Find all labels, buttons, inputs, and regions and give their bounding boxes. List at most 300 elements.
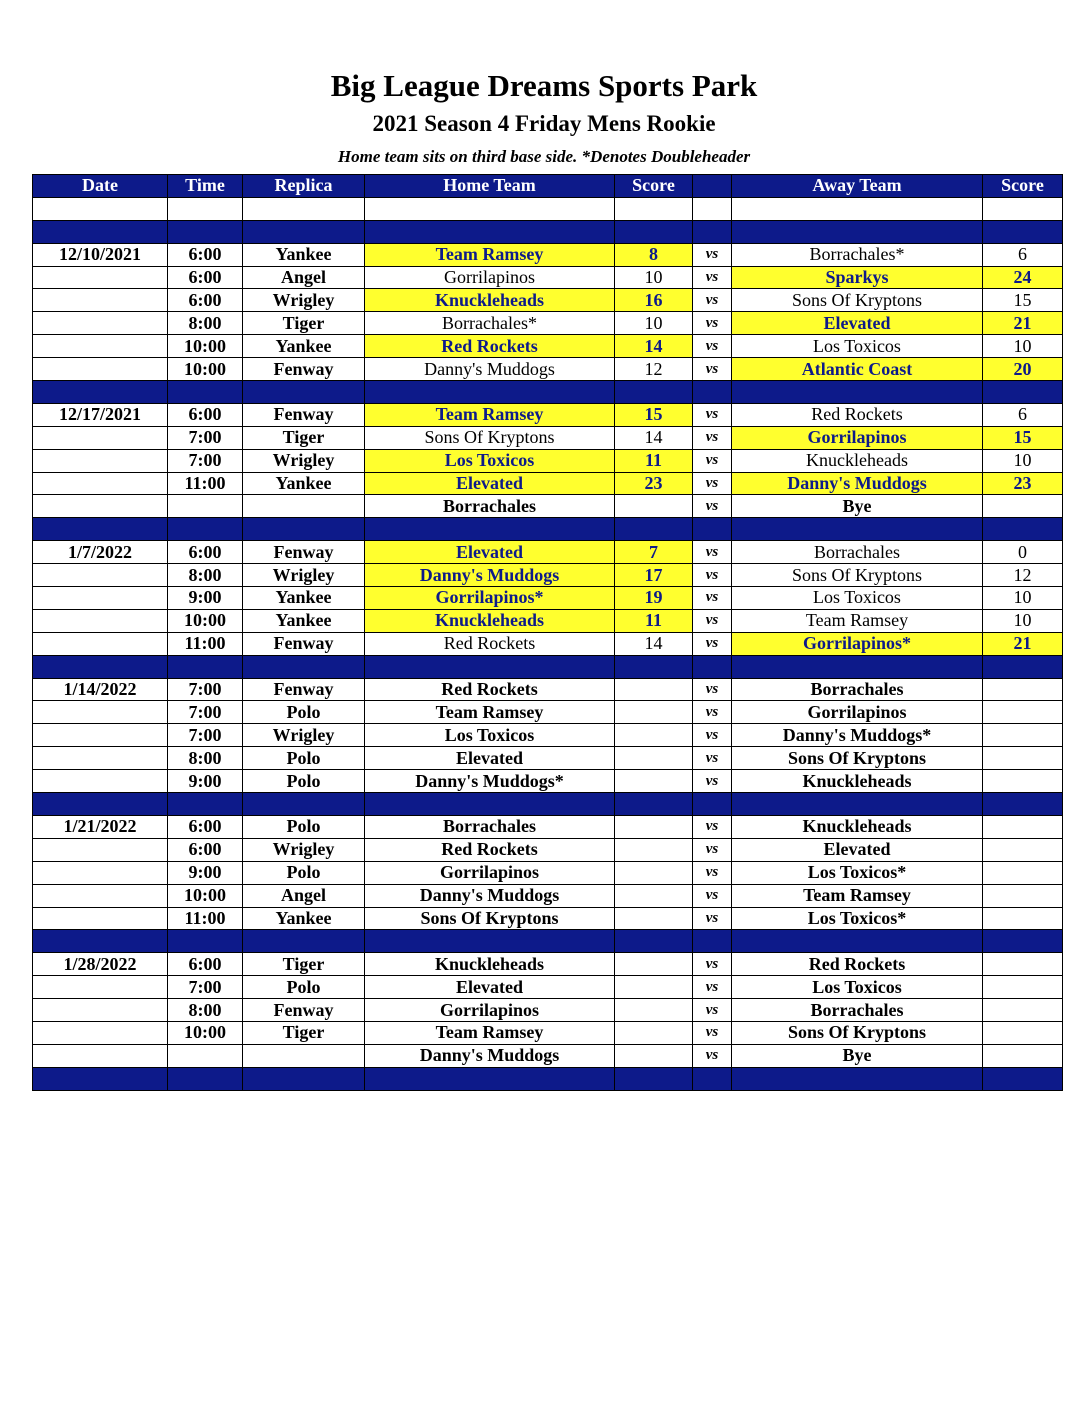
vs-cell: vs [693, 884, 732, 907]
date-cell [33, 312, 168, 335]
away-team-cell: Bye [732, 495, 983, 518]
empty-cell [243, 655, 365, 678]
date-cell [33, 976, 168, 999]
empty-cell [983, 655, 1063, 678]
empty-cell [243, 220, 365, 243]
empty-cell [365, 1067, 615, 1090]
home-team-cell: Danny's Muddogs [365, 358, 615, 381]
away-team-cell: Los Toxicos* [732, 907, 983, 930]
home-team-cell: Los Toxicos [365, 449, 615, 472]
home-team-cell: Team Ramsey [365, 1021, 615, 1044]
home-score-cell [615, 861, 693, 884]
home-score-cell: 14 [615, 426, 693, 449]
date-cell [33, 632, 168, 655]
replica-cell: Fenway [243, 678, 365, 701]
date-cell [33, 1021, 168, 1044]
empty-cell [732, 197, 983, 220]
away-team-cell: Bye [732, 1044, 983, 1067]
vs-cell: vs [693, 632, 732, 655]
time-cell: 11:00 [168, 632, 243, 655]
page-title: Big League Dreams Sports Park [330, 68, 758, 103]
empty-cell [33, 793, 168, 816]
home-score-cell [615, 1044, 693, 1067]
date-cell: 12/17/2021 [33, 403, 168, 426]
away-team-cell: Borrachales [732, 678, 983, 701]
home-score-cell [615, 701, 693, 724]
empty-cell [983, 197, 1063, 220]
away-score-cell: 12 [983, 564, 1063, 587]
empty-cell [33, 197, 168, 220]
home-team-cell: Danny's Muddogs [365, 1044, 615, 1067]
home-team-cell: Elevated [365, 472, 615, 495]
time-cell: 8:00 [168, 312, 243, 335]
empty-cell [243, 1067, 365, 1090]
home-team-cell: Gorrilapinos [365, 861, 615, 884]
home-team-cell: Elevated [365, 747, 615, 770]
time-cell [168, 495, 243, 518]
home-team-cell: Red Rockets [365, 838, 615, 861]
home-score-cell: 11 [615, 609, 693, 632]
away-score-cell: 20 [983, 358, 1063, 381]
game-row [33, 335, 1063, 358]
empty-cell [615, 655, 693, 678]
replica-cell: Yankee [243, 587, 365, 610]
date-cell [33, 335, 168, 358]
away-score-cell [983, 884, 1063, 907]
game-row [33, 678, 1063, 701]
vs-cell: vs [693, 907, 732, 930]
vs-cell: vs [693, 243, 732, 266]
away-score-cell [983, 747, 1063, 770]
home-team-cell: Red Rockets [365, 335, 615, 358]
replica-cell: Angel [243, 884, 365, 907]
week-separator-row [33, 655, 1063, 678]
away-team-cell: Los Toxicos [732, 587, 983, 610]
empty-cell [168, 1067, 243, 1090]
vs-cell: vs [693, 335, 732, 358]
empty-cell [243, 793, 365, 816]
home-team-cell: Danny's Muddogs [365, 884, 615, 907]
vs-cell: vs [693, 976, 732, 999]
away-score-cell [983, 815, 1063, 838]
home-score-cell: 23 [615, 472, 693, 495]
col-away-team: Away Team [732, 175, 983, 198]
home-score-cell [615, 815, 693, 838]
date-cell [33, 426, 168, 449]
date-cell [33, 884, 168, 907]
empty-cell [732, 381, 983, 404]
away-score-cell [983, 678, 1063, 701]
time-cell: 7:00 [168, 701, 243, 724]
away-team-cell: Team Ramsey [732, 884, 983, 907]
vs-cell: vs [693, 999, 732, 1022]
week-separator-row [33, 518, 1063, 541]
game-row [33, 312, 1063, 335]
replica-cell: Yankee [243, 609, 365, 632]
empty-cell [693, 655, 732, 678]
game-row [33, 472, 1063, 495]
home-score-cell: 7 [615, 541, 693, 564]
time-cell: 6:00 [168, 403, 243, 426]
time-cell: 8:00 [168, 747, 243, 770]
home-score-cell: 11 [615, 449, 693, 472]
game-row [33, 747, 1063, 770]
home-team-cell: Borrachales [365, 495, 615, 518]
away-team-cell: Gorrilapinos [732, 701, 983, 724]
game-row [33, 701, 1063, 724]
time-cell: 6:00 [168, 953, 243, 976]
away-score-cell [983, 861, 1063, 884]
home-team-cell: Elevated [365, 976, 615, 999]
empty-cell [983, 518, 1063, 541]
away-team-cell: Knuckleheads [732, 770, 983, 793]
home-team-cell: Los Toxicos [365, 724, 615, 747]
home-score-cell [615, 999, 693, 1022]
date-cell [33, 999, 168, 1022]
col-home-score: Score [615, 175, 693, 198]
home-score-cell: 14 [615, 335, 693, 358]
time-cell: 7:00 [168, 426, 243, 449]
replica-cell: Polo [243, 976, 365, 999]
home-score-cell [615, 724, 693, 747]
empty-cell [615, 381, 693, 404]
home-score-cell: 10 [615, 312, 693, 335]
empty-cell [168, 197, 243, 220]
home-score-cell: 16 [615, 289, 693, 312]
game-row [33, 403, 1063, 426]
date-cell [33, 587, 168, 610]
date-cell [33, 495, 168, 518]
home-score-cell [615, 884, 693, 907]
empty-cell [365, 518, 615, 541]
away-team-cell: Gorrilapinos [732, 426, 983, 449]
replica-cell: Yankee [243, 243, 365, 266]
game-row [33, 724, 1063, 747]
replica-cell: Yankee [243, 907, 365, 930]
blank-row [33, 197, 1063, 220]
empty-cell [168, 655, 243, 678]
vs-cell: vs [693, 609, 732, 632]
empty-cell [33, 655, 168, 678]
empty-cell [615, 793, 693, 816]
replica-cell: Wrigley [243, 289, 365, 312]
replica-cell: Tiger [243, 1021, 365, 1044]
empty-cell [615, 518, 693, 541]
replica-cell: Wrigley [243, 564, 365, 587]
away-score-cell: 10 [983, 587, 1063, 610]
replica-cell: Fenway [243, 541, 365, 564]
empty-cell [33, 1067, 168, 1090]
away-score-cell [983, 495, 1063, 518]
empty-cell [693, 220, 732, 243]
away-score-cell [983, 976, 1063, 999]
empty-cell [615, 197, 693, 220]
vs-cell: vs [693, 815, 732, 838]
home-team-cell: Borrachales [365, 815, 615, 838]
away-score-cell: 10 [983, 609, 1063, 632]
empty-cell [732, 793, 983, 816]
away-team-cell: Los Toxicos [732, 335, 983, 358]
empty-cell [365, 220, 615, 243]
time-cell: 8:00 [168, 564, 243, 587]
home-team-cell: Sons Of Kryptons [365, 426, 615, 449]
away-team-cell: Danny's Muddogs* [732, 724, 983, 747]
vs-cell: vs [693, 838, 732, 861]
away-team-cell: Sons Of Kryptons [732, 564, 983, 587]
week-separator-row [33, 930, 1063, 953]
empty-cell [693, 197, 732, 220]
replica-cell: Polo [243, 701, 365, 724]
replica-cell: Wrigley [243, 449, 365, 472]
time-cell: 9:00 [168, 861, 243, 884]
empty-cell [693, 381, 732, 404]
replica-cell: Yankee [243, 472, 365, 495]
time-cell: 6:00 [168, 289, 243, 312]
empty-cell [615, 1067, 693, 1090]
home-score-cell: 17 [615, 564, 693, 587]
empty-cell [365, 930, 615, 953]
home-score-cell [615, 976, 693, 999]
away-score-cell: 21 [983, 312, 1063, 335]
time-cell: 6:00 [168, 838, 243, 861]
replica-cell: Wrigley [243, 838, 365, 861]
time-cell: 11:00 [168, 472, 243, 495]
home-score-cell [615, 495, 693, 518]
away-score-cell: 6 [983, 243, 1063, 266]
empty-cell [732, 930, 983, 953]
replica-cell: Wrigley [243, 724, 365, 747]
away-score-cell [983, 999, 1063, 1022]
vs-cell: vs [693, 953, 732, 976]
away-team-cell: Red Rockets [732, 403, 983, 426]
vs-cell: vs [693, 747, 732, 770]
away-score-cell: 24 [983, 266, 1063, 289]
time-cell: 9:00 [168, 770, 243, 793]
time-cell [168, 1044, 243, 1067]
game-row [33, 1044, 1063, 1067]
time-cell: 9:00 [168, 587, 243, 610]
home-team-cell: Danny's Muddogs* [365, 770, 615, 793]
date-cell [33, 907, 168, 930]
date-cell [33, 861, 168, 884]
home-team-cell: Red Rockets [365, 678, 615, 701]
date-cell: 1/21/2022 [33, 815, 168, 838]
time-cell: 7:00 [168, 976, 243, 999]
time-cell: 10:00 [168, 358, 243, 381]
home-score-cell [615, 770, 693, 793]
empty-cell [732, 518, 983, 541]
empty-cell [168, 793, 243, 816]
away-team-cell: Elevated [732, 838, 983, 861]
date-cell [33, 747, 168, 770]
date-cell: 1/14/2022 [33, 678, 168, 701]
empty-cell [693, 1067, 732, 1090]
away-score-cell [983, 1021, 1063, 1044]
away-score-cell: 15 [983, 426, 1063, 449]
home-team-cell: Sons Of Kryptons [365, 907, 615, 930]
away-team-cell: Sons Of Kryptons [732, 747, 983, 770]
away-team-cell: Los Toxicos* [732, 861, 983, 884]
empty-cell [33, 381, 168, 404]
away-team-cell: Borrachales* [732, 243, 983, 266]
vs-cell: vs [693, 289, 732, 312]
date-cell [33, 266, 168, 289]
home-team-cell: Team Ramsey [365, 403, 615, 426]
away-team-cell: Borrachales [732, 999, 983, 1022]
vs-cell: vs [693, 701, 732, 724]
time-cell: 8:00 [168, 999, 243, 1022]
home-score-cell: 8 [615, 243, 693, 266]
empty-cell [168, 518, 243, 541]
empty-cell [365, 655, 615, 678]
home-score-cell [615, 678, 693, 701]
home-team-cell: Knuckleheads [365, 953, 615, 976]
empty-cell [33, 220, 168, 243]
empty-cell [365, 197, 615, 220]
home-team-cell: Team Ramsey [365, 701, 615, 724]
time-cell: 7:00 [168, 449, 243, 472]
home-score-cell: 12 [615, 358, 693, 381]
away-score-cell [983, 838, 1063, 861]
time-cell: 6:00 [168, 243, 243, 266]
game-row [33, 495, 1063, 518]
game-row [33, 838, 1063, 861]
game-row [33, 884, 1063, 907]
time-cell: 10:00 [168, 609, 243, 632]
week-separator-row [33, 381, 1063, 404]
empty-cell [732, 1067, 983, 1090]
replica-cell: Polo [243, 747, 365, 770]
time-cell: 6:00 [168, 815, 243, 838]
empty-cell [693, 518, 732, 541]
away-score-cell [983, 770, 1063, 793]
date-cell [33, 701, 168, 724]
away-team-cell: Los Toxicos [732, 976, 983, 999]
away-team-cell: Atlantic Coast [732, 358, 983, 381]
date-cell [33, 449, 168, 472]
replica-cell: Yankee [243, 335, 365, 358]
empty-cell [983, 930, 1063, 953]
empty-cell [168, 930, 243, 953]
col-time: Time [168, 175, 243, 198]
away-team-cell: Sparkys [732, 266, 983, 289]
empty-cell [365, 381, 615, 404]
home-score-cell [615, 907, 693, 930]
vs-cell: vs [693, 861, 732, 884]
away-team-cell: Gorrilapinos* [732, 632, 983, 655]
replica-cell: Fenway [243, 403, 365, 426]
away-team-cell: Sons Of Kryptons [732, 289, 983, 312]
schedule-body [33, 197, 1063, 1090]
replica-cell: Tiger [243, 312, 365, 335]
away-team-cell: Knuckleheads [732, 449, 983, 472]
empty-cell [168, 220, 243, 243]
vs-cell: vs [693, 770, 732, 793]
vs-cell: vs [693, 403, 732, 426]
empty-cell [732, 655, 983, 678]
vs-cell: vs [693, 1021, 732, 1044]
home-score-cell: 10 [615, 266, 693, 289]
away-score-cell: 15 [983, 289, 1063, 312]
date-cell: 1/28/2022 [33, 953, 168, 976]
date-cell [33, 472, 168, 495]
game-row [33, 1021, 1063, 1044]
time-cell: 7:00 [168, 678, 243, 701]
empty-cell [243, 518, 365, 541]
away-team-cell: Team Ramsey [732, 609, 983, 632]
away-team-cell: Sons Of Kryptons [732, 1021, 983, 1044]
replica-cell: Angel [243, 266, 365, 289]
game-row [33, 815, 1063, 838]
away-score-cell: 21 [983, 632, 1063, 655]
away-score-cell: 6 [983, 403, 1063, 426]
home-team-cell: Team Ramsey [365, 243, 615, 266]
date-cell [33, 564, 168, 587]
schedule-table [32, 174, 1063, 1091]
empty-cell [693, 793, 732, 816]
vs-cell: vs [693, 724, 732, 747]
game-row [33, 358, 1063, 381]
vs-cell: vs [693, 358, 732, 381]
replica-cell: Polo [243, 815, 365, 838]
vs-cell: vs [693, 587, 732, 610]
away-team-cell: Borrachales [732, 541, 983, 564]
time-cell: 6:00 [168, 541, 243, 564]
vs-cell: vs [693, 472, 732, 495]
game-row [33, 907, 1063, 930]
home-score-cell: 19 [615, 587, 693, 610]
replica-cell: Tiger [243, 953, 365, 976]
game-row [33, 243, 1063, 266]
date-cell [33, 1044, 168, 1067]
replica-cell: Fenway [243, 999, 365, 1022]
replica-cell [243, 1044, 365, 1067]
empty-cell [615, 930, 693, 953]
replica-cell: Polo [243, 861, 365, 884]
away-score-cell [983, 907, 1063, 930]
date-cell [33, 609, 168, 632]
replica-cell: Tiger [243, 426, 365, 449]
home-score-cell: 15 [615, 403, 693, 426]
empty-cell [983, 381, 1063, 404]
page-subtitle: 2021 Season 4 Friday Mens Rookie [372, 111, 716, 136]
home-team-cell: Red Rockets [365, 632, 615, 655]
empty-cell [983, 793, 1063, 816]
vs-cell: vs [693, 1044, 732, 1067]
replica-cell: Fenway [243, 358, 365, 381]
time-cell: 10:00 [168, 335, 243, 358]
home-team-cell: Elevated [365, 541, 615, 564]
game-row [33, 999, 1063, 1022]
empty-cell [983, 1067, 1063, 1090]
time-cell: 10:00 [168, 1021, 243, 1044]
empty-cell [168, 381, 243, 404]
empty-cell [243, 197, 365, 220]
home-team-cell: Gorrilapinos* [365, 587, 615, 610]
away-score-cell [983, 724, 1063, 747]
away-team-cell: Red Rockets [732, 953, 983, 976]
game-row [33, 953, 1063, 976]
date-cell [33, 358, 168, 381]
week-separator-row [33, 220, 1063, 243]
vs-cell: vs [693, 426, 732, 449]
home-score-cell [615, 953, 693, 976]
away-team-cell: Elevated [732, 312, 983, 335]
schedule-note: Home team sits on third base side. *Denotes Doubleheader [337, 147, 751, 166]
game-row [33, 609, 1063, 632]
empty-cell [243, 930, 365, 953]
empty-cell [615, 220, 693, 243]
